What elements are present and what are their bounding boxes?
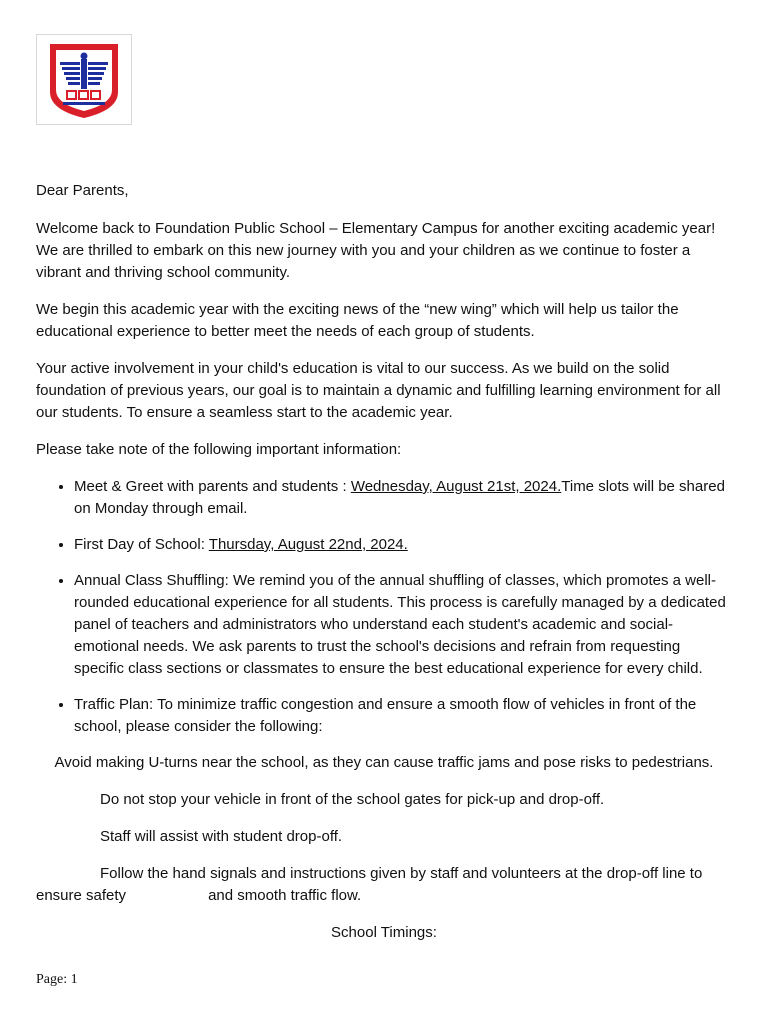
traffic-no-stop: Do not stop your vehicle in front of the school gates for pick-up and drop-off.: [100, 791, 605, 808]
note-intro: Please take note of the following important information:: [36, 441, 402, 458]
letter-body: [36, 180, 732, 959]
list-item-traffic-plan: • Traffic Plan: To minimize traffic congestion and ensure a smooth flow of vehicles in front of the school, please consider the following:: [74, 694, 732, 738]
meet-rest: Time slots will be shared on Monday through email.: [74, 478, 725, 517]
list-item-first-day: [74, 534, 732, 556]
salutation: Dear Parents,: [36, 182, 129, 199]
first-day-label: First Day of School:: [74, 536, 209, 553]
list-item-meet-greet: [74, 476, 732, 520]
page-number: Page: 1: [36, 972, 78, 987]
info-list: [36, 476, 732, 738]
traffic-uturn: Avoid making U-turns near the school, as they can cause traffic jams and pose risks to pedestrians.: [54, 754, 714, 771]
traffic-follow-part-b: and smooth traffic flow.: [208, 887, 362, 904]
crest-emblem: [46, 40, 122, 120]
crest-banner: [63, 102, 105, 105]
list-item-class-shuffling: • Annual Class Shuffling: We remind you of the annual shuffling of classes, which promotes a well-rounded educational experience for all students. This process is carefully managed by a dedicated panel of teachers and administrators who understand each student's academic and social-emotional needs. We ask parents to trust the school's decisions and refrain from requesting specific class sections or classmates to ensure the best educational experience for every child.: [74, 570, 732, 680]
traffic-follow-signals: [36, 863, 732, 907]
traffic-staff-assist: Staff will assist with student drop-off.: [100, 828, 343, 845]
meet-date: Wednesday, August 21st, 2024.: [350, 478, 562, 495]
meet-label: Meet & Greet with parents and students :: [74, 478, 351, 495]
new-wing-paragraph: We begin this academic year with the exciting news of the “new wing” which will help us tailor the educational experience to better meet the needs of each group of students.: [36, 301, 679, 340]
first-day-date: Thursday, August 22nd, 2024.: [208, 536, 408, 553]
school-timings-heading: School Timings:: [331, 924, 437, 941]
involvement-paragraph: Your active involvement in your child's education is vital to our success. As we build on the solid foundation of previous years, our goal is to maintain a dynamic and fulfilling learning environment for all our students. To ensure a seamless start to the academic year.: [36, 360, 721, 421]
traffic-follow-part-a: Follow the hand signals and instructions given by staff and volunteers at the drop-off line to ensure safety: [36, 865, 703, 904]
welcome-paragraph: Welcome back to Foundation Public School – Elementary Campus for another exciting academic year! We are thrilled to embark on this new journey with you and your children as we continue to foster a vibrant and thriving school community.: [36, 220, 716, 281]
school-crest-logo: [36, 34, 132, 125]
